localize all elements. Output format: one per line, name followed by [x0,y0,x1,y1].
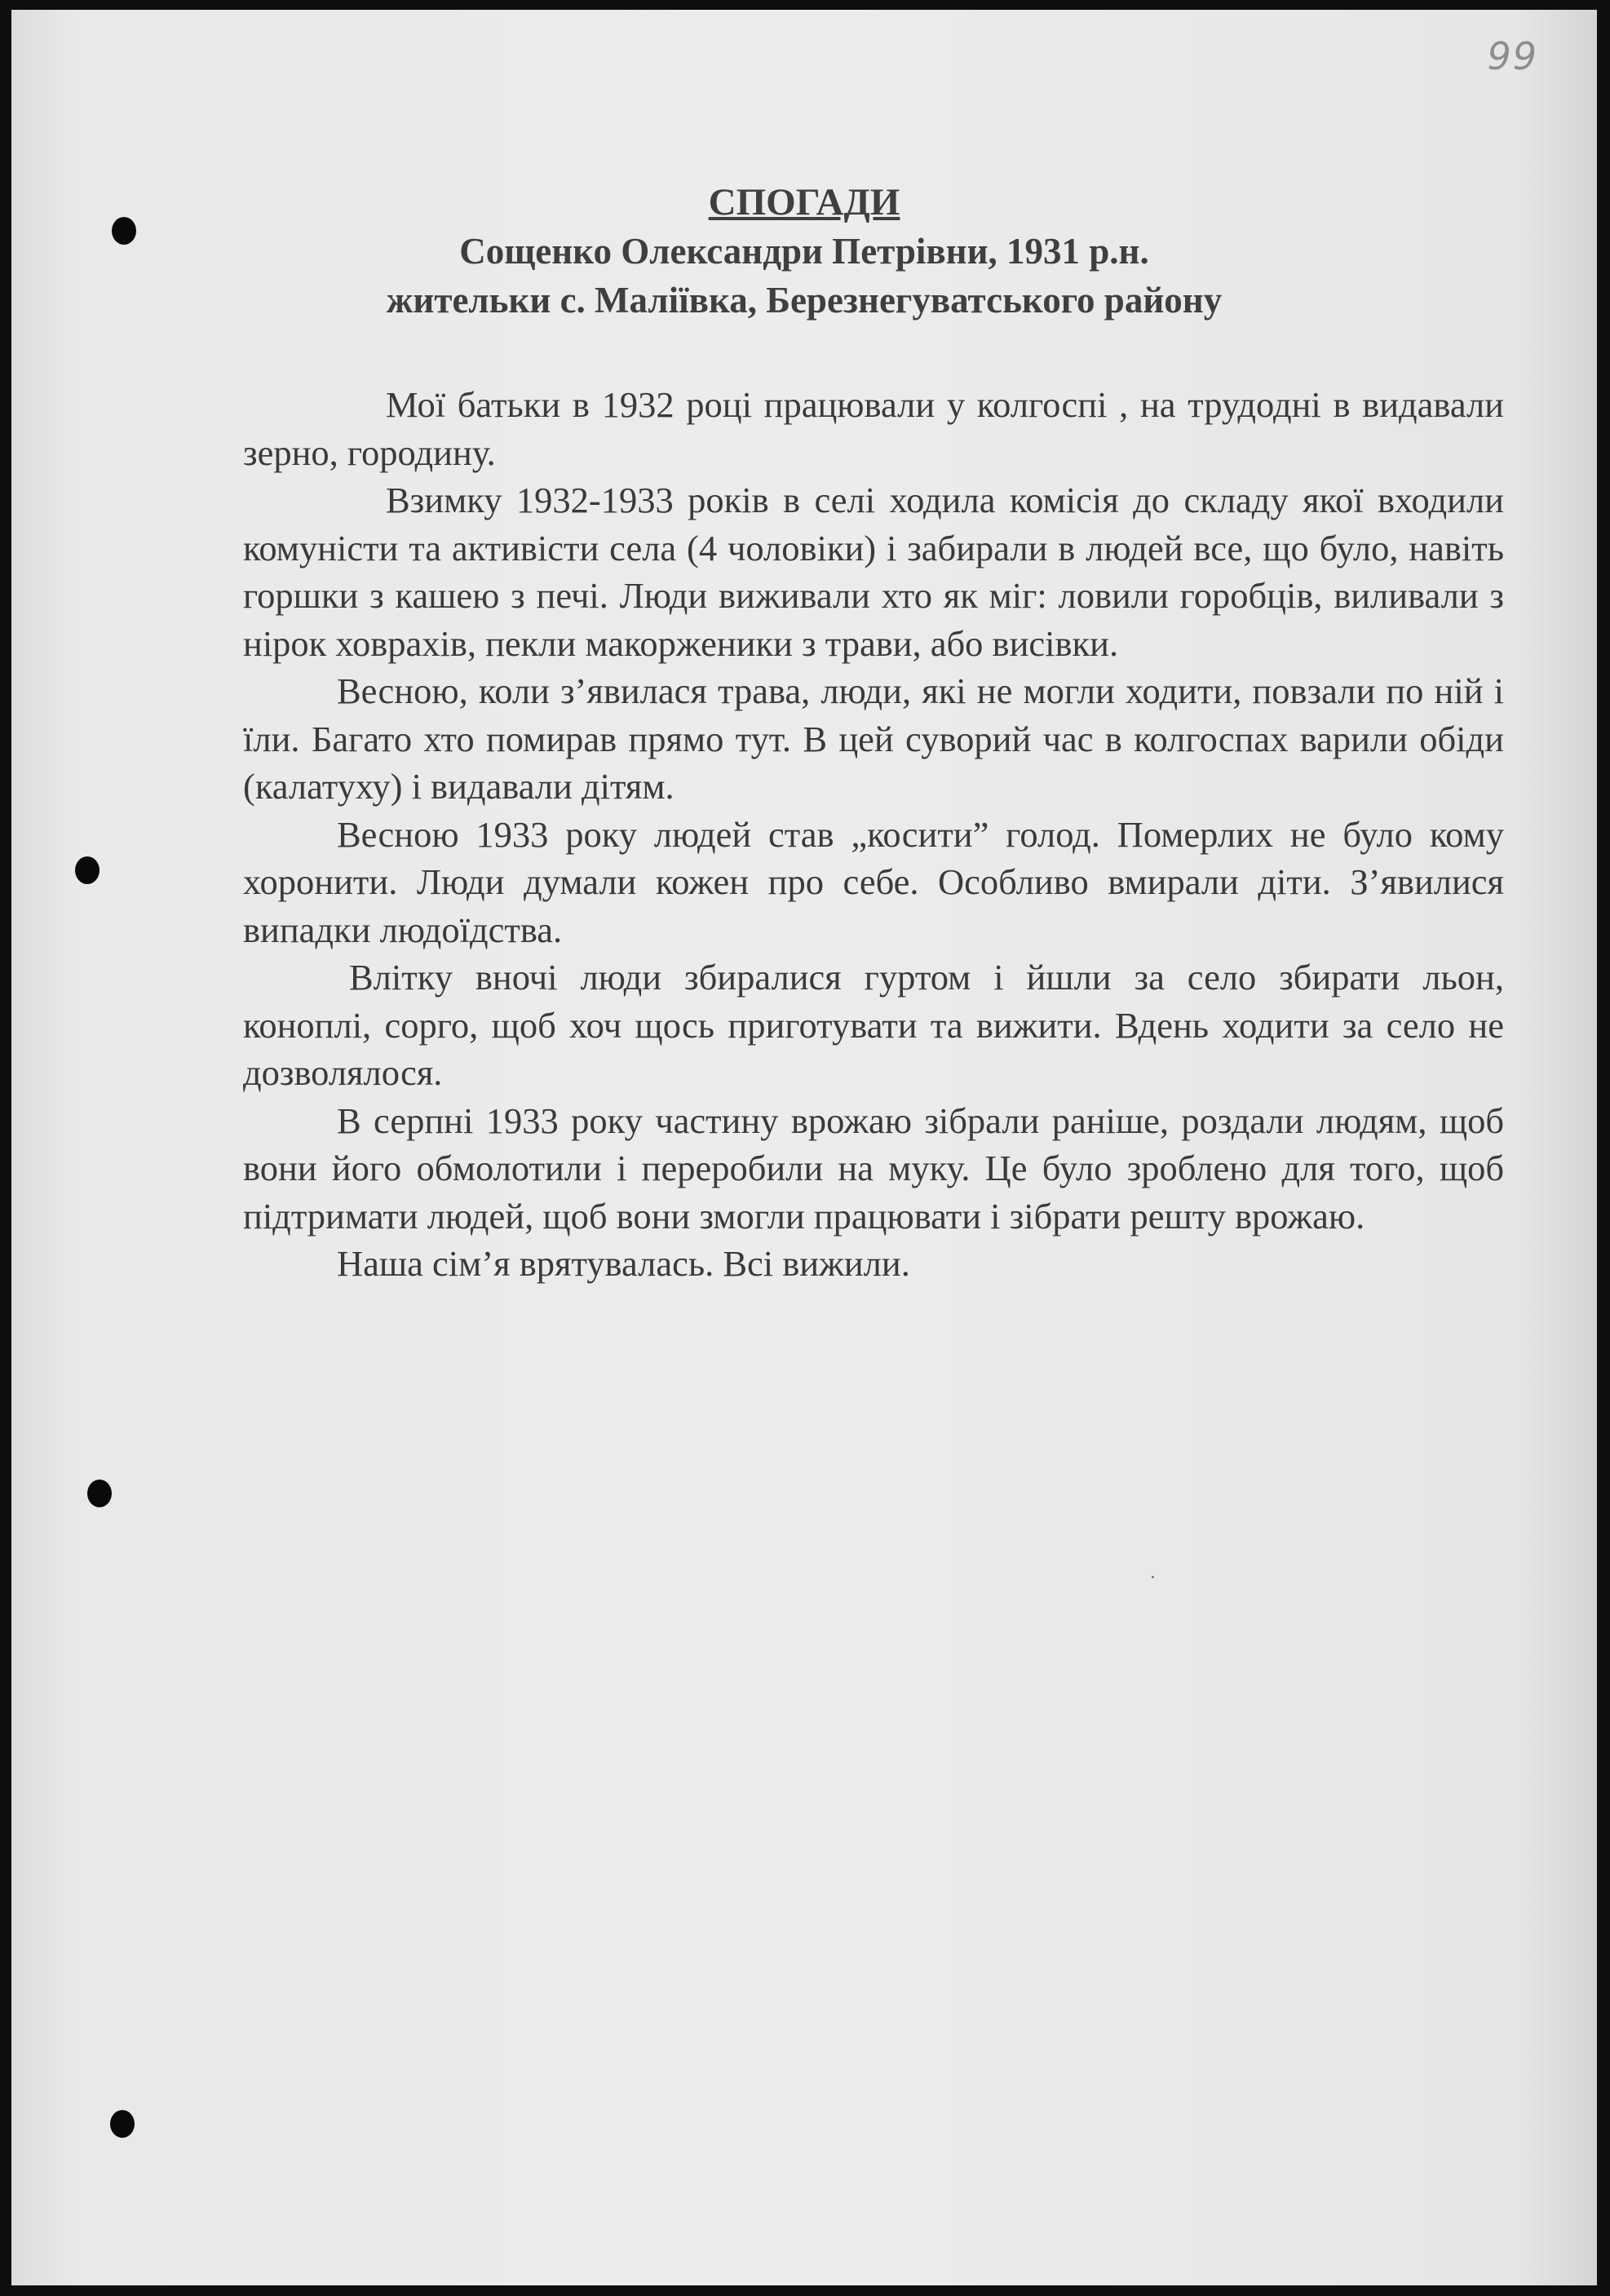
paragraph: Весною, коли з’явилася трава, люди, які не могли ходити, повзали по ній і їли. Багато хто помирав прямо тут. В цей суворий час в колгоспах варили обіди (калатуху) і видавали дітям. [243,670,1504,807]
document-subtitle-author: Сощенко Олександри Петрівни, 1931 р.н. [459,231,1149,272]
paragraph: Весною 1933 року людей став „косити” голод. Померлих не було кому хоронити. Люди думали кожен про себе. Особливо вмирали діти. З’явилися випадки людоїдства. [243,813,1504,950]
document-page [11,10,1597,2285]
punch-hole-4 [110,2110,135,2138]
punch-hole-3 [87,1480,112,1507]
document-header [11,178,1597,325]
paragraph: В серпні 1933 року частину врожаю зібрали раніше, роздали людям, щоб вони його обмолотили і переробили на муку. Це було зроблено для того, щоб підтримати людей, щоб вони змогли працювати і зібрати решту врожаю. [243,1099,1504,1236]
paragraph: Наша сім’я врятувалась. Всі вижили. [337,1243,910,1284]
paper-speck [1152,1576,1154,1578]
paragraph: Влітку вночі люди збиралися гуртом і йшли за село збирати льон, коноплі, сорго, щоб хоч щось приготувати та вижити. Вдень ходити за село не дозволялося. [243,957,1504,1093]
document-subtitle-residence: жительки с. Маліївка, Березнегуватського району [386,280,1223,321]
paragraph: Взимку 1932-1933 років в селі ходила комісія до складу якої входили комуністи та активісти села (4 чоловіки) і забирали в людей все, що було, навіть горшки з кашею з печі. Люди виживали хто як міг: ловили горобців, виливали з нірок ховрахів, пекли макорженики з трави, або висівки. [243,480,1504,664]
paragraph: Мої батьки в 1932 році працювали у колгоспі , на трудодні в видавали зерно, городину. [243,384,1504,473]
memoir-body [243,381,1504,1288]
document-title: СПОГАДИ [708,181,900,223]
punch-hole-2 [75,856,100,884]
page-number: 99 [1487,34,1538,78]
